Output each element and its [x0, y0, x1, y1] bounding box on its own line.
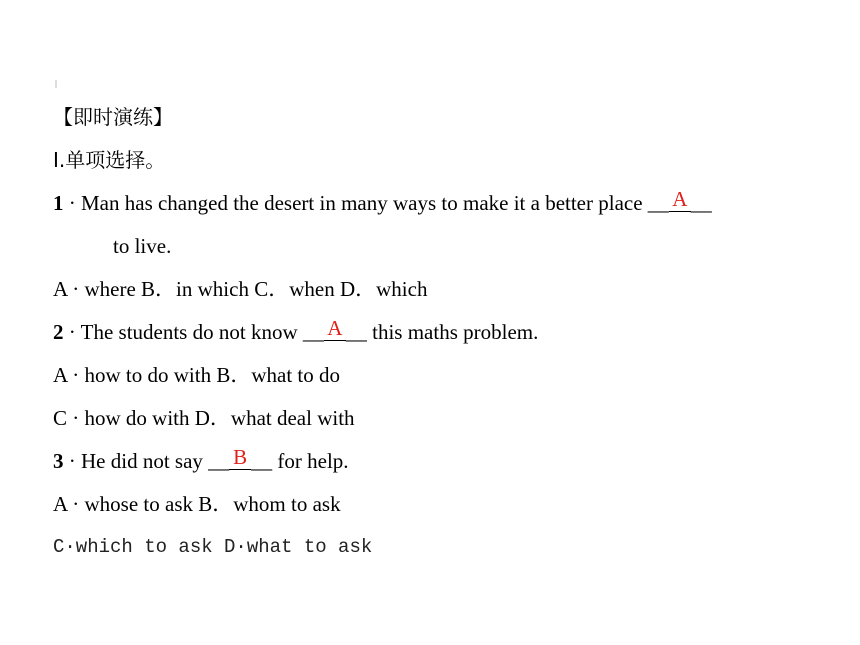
blank-underline-right: __ [690, 191, 712, 215]
blank-underline-right: __ [345, 320, 367, 344]
question-1-continuation: to live. [113, 234, 172, 258]
part-title: Ⅰ.单项选择。 [53, 148, 166, 172]
question-number: 3 [53, 449, 64, 473]
answer-letter: A [672, 187, 688, 211]
blank-underline-left: __ [208, 449, 230, 473]
question-text: Man has changed the desert in many ways to make it a better place [81, 191, 643, 215]
question-text: The students do not know [80, 320, 298, 344]
section-title: 【即时演练】 [53, 105, 173, 129]
question-3 [53, 445, 349, 474]
question-3-options-line1: A · whose to ask B．whom to ask [53, 492, 341, 516]
separator-dot: · [68, 320, 76, 344]
question-number: 1 [53, 191, 64, 215]
question-text: He did not say [81, 449, 203, 473]
question-1 [53, 187, 712, 216]
answer-letter: A [327, 316, 343, 340]
question-number: 2 [53, 320, 64, 344]
answer-blank [302, 316, 367, 345]
question-2-options-line1: A · how to do with B．what to do [53, 363, 340, 387]
blank-underline-left: __ [302, 320, 324, 344]
question-text-after: for help. [277, 449, 349, 473]
question-3-options-line2: C·which to ask D·what to ask [53, 536, 373, 558]
blank-underline-right: __ [251, 449, 273, 473]
blank-underline-left: __ [647, 191, 669, 215]
speck-mark [55, 80, 57, 88]
answer-blank [208, 445, 273, 474]
separator-dot: · [68, 191, 76, 215]
question-1-options: A · where B．in which C．when D．which [53, 277, 428, 301]
answer-letter: B [233, 445, 248, 469]
question-2 [53, 316, 539, 345]
answer-blank [647, 187, 712, 216]
question-2-options-line2: C · how do with D．what deal with [53, 406, 355, 430]
separator-dot: · [68, 449, 76, 473]
question-text-after: this maths problem. [372, 320, 539, 344]
